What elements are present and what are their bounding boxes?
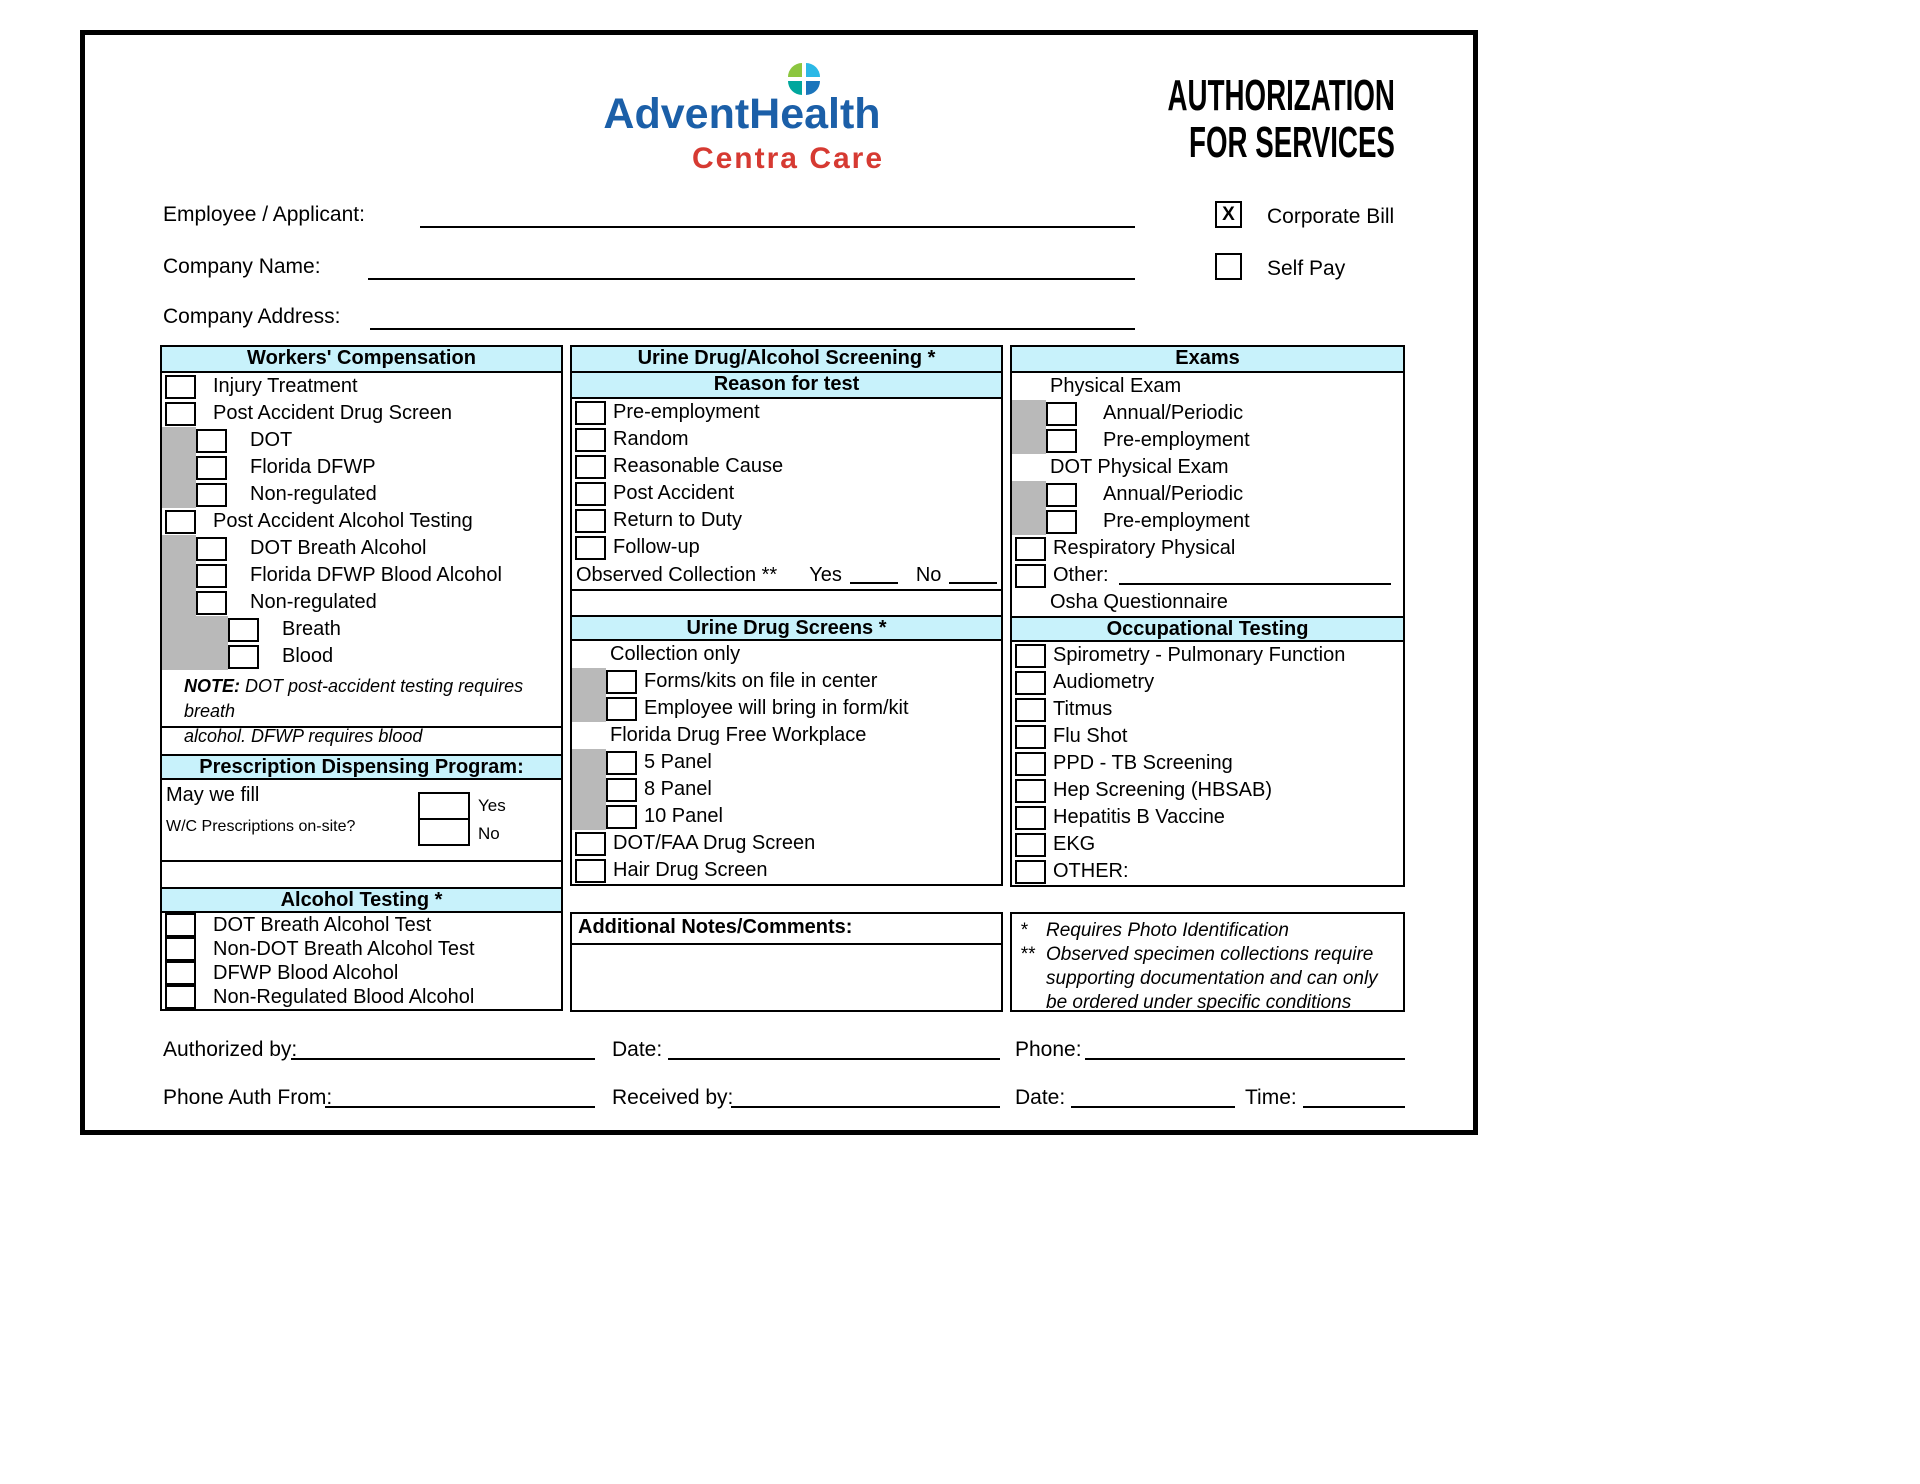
form-row	[1012, 427, 1403, 454]
checkbox-follow-up[interactable]	[575, 536, 606, 560]
form-row	[572, 857, 1001, 884]
checkbox-reasonable-cause[interactable]	[575, 455, 606, 479]
brand-advent: Advent	[603, 90, 750, 138]
form-row	[1012, 562, 1403, 589]
row-label: Collection only	[610, 643, 741, 665]
form-row	[1012, 750, 1403, 777]
form-row	[162, 535, 561, 562]
row-label: 8 Panel	[644, 778, 712, 800]
form-row	[162, 481, 561, 508]
indent-shading	[1012, 400, 1046, 427]
row-label: Non-Regulated Blood Alcohol	[213, 985, 475, 1008]
observed-yes-label: Yes	[809, 563, 842, 586]
self-pay-checkbox[interactable]	[1215, 253, 1242, 280]
additional-notes-header: Additional Notes/Comments:	[572, 914, 1001, 945]
checkbox-dot[interactable]	[196, 429, 227, 453]
checkbox-random[interactable]	[575, 428, 606, 452]
indent-shading	[1012, 427, 1046, 454]
employee-applicant-label: Employee / Applicant:	[163, 203, 365, 226]
form-row	[572, 830, 1001, 857]
form-row	[1012, 642, 1403, 669]
alcohol-testing-header: Alcohol Testing *	[162, 887, 561, 913]
form-row	[1012, 777, 1403, 804]
row-label: DOT Breath Alcohol	[250, 537, 427, 559]
checkbox-spirometry-pulmonary-function[interactable]	[1015, 644, 1046, 668]
authorized-by-label: Authorized by:	[163, 1038, 298, 1061]
form-row	[1012, 400, 1403, 427]
row-label: Pre-employment	[1103, 510, 1250, 532]
checkbox-post-accident[interactable]	[575, 482, 606, 506]
row-label: Reasonable Cause	[613, 455, 784, 477]
form-row	[162, 937, 561, 961]
row-label: Physical Exam	[1050, 375, 1182, 397]
observed-collection-label: Observed Collection **	[576, 563, 778, 586]
form-row	[1012, 831, 1403, 858]
checkbox-ekg[interactable]	[1015, 833, 1046, 857]
row-label: Breath	[282, 618, 341, 640]
form-row	[1012, 454, 1403, 481]
form-row	[1012, 804, 1403, 831]
checkbox-return-to-duty[interactable]	[575, 509, 606, 533]
row-label: DOT Breath Alcohol Test	[213, 913, 432, 936]
brand-centra-care: Centra Care	[691, 142, 885, 175]
row-label: Florida Drug Free Workplace	[610, 724, 867, 746]
row-label: DOT Physical Exam	[1050, 456, 1229, 478]
form-row	[162, 616, 561, 643]
row-label: Hepatitis B Vaccine	[1053, 806, 1225, 828]
logo	[522, 58, 962, 198]
exams-section	[1010, 345, 1405, 887]
indent-shading	[162, 481, 196, 508]
checkbox-pre-employment[interactable]	[575, 401, 606, 425]
indent-shading	[1012, 481, 1046, 508]
form-row	[572, 668, 1001, 695]
checkbox-pre-employment[interactable]	[1046, 429, 1077, 453]
indent-shading	[162, 643, 228, 670]
indent-shading	[162, 589, 196, 616]
urine-screening-section	[570, 345, 1003, 886]
row-label: Florida DFWP	[250, 456, 376, 478]
date-line-2[interactable]	[1071, 1086, 1235, 1108]
checkbox-hair-drug-screen[interactable]	[575, 859, 606, 883]
company-address-label: Company Address:	[163, 305, 341, 328]
signature-row-2	[163, 1086, 1405, 1110]
note-text-1: DOT post-accident testing requires breath	[184, 676, 524, 721]
checkbox-florida-dfwp-blood-alcohol[interactable]	[196, 564, 227, 588]
row-label: Annual/Periodic	[1103, 402, 1244, 424]
indent-shading	[572, 776, 606, 803]
corporate-bill-label: Corporate Bill	[1267, 205, 1395, 228]
reason-for-test-rows	[572, 399, 1001, 561]
urine-screening-header: Urine Drug/Alcohol Screening *	[572, 347, 1001, 373]
row-label: Titmus	[1053, 698, 1113, 720]
title-line-2: FOR SERVICES	[1189, 117, 1395, 167]
row-label: Audiometry	[1053, 671, 1155, 693]
indent-shading	[162, 535, 196, 562]
date-label-1: Date:	[612, 1038, 663, 1061]
row-label: Non-DOT Breath Alcohol Test	[213, 937, 475, 960]
form-row	[1012, 373, 1403, 400]
prescription-block	[162, 780, 561, 860]
checkbox-employee-will-bring-in-form-kit[interactable]	[606, 697, 637, 721]
row-label: Flu Shot	[1053, 725, 1128, 747]
urine-drug-screens-rows	[572, 641, 1001, 884]
checkbox-dot-breath-alcohol-test[interactable]	[165, 913, 196, 937]
row-label: Pre-employment	[613, 401, 760, 423]
form-row	[572, 695, 1001, 722]
row-label: Random	[613, 428, 689, 450]
brand-health: Health	[749, 90, 881, 138]
alcohol-testing-rows	[162, 913, 561, 1009]
form-row	[162, 961, 561, 985]
date-line-1[interactable]	[668, 1038, 1000, 1060]
form-row	[1012, 669, 1403, 696]
yes-label: Yes	[478, 796, 506, 815]
indent-shading	[1012, 508, 1046, 535]
form-row	[162, 454, 561, 481]
checkbox-respiratory-physical[interactable]	[1015, 537, 1046, 561]
signature-row-1	[163, 1038, 1405, 1062]
no-label: No	[478, 824, 500, 843]
footnote-2-prefix: **	[1020, 944, 1035, 965]
form-row	[1012, 508, 1403, 535]
checkbox-audiometry[interactable]	[1015, 671, 1046, 695]
form-row	[162, 427, 561, 454]
spacer-row	[162, 860, 561, 887]
form-row	[162, 562, 561, 589]
row-label: OTHER:	[1053, 860, 1129, 882]
row-label: Blood	[282, 645, 334, 667]
form-row	[572, 776, 1001, 803]
checkbox-other[interactable]	[1015, 860, 1046, 884]
row-label: Florida DFWP Blood Alcohol	[250, 564, 502, 586]
occupational-testing-rows	[1012, 642, 1403, 885]
form-row	[1012, 858, 1403, 885]
checkbox-forms-kits-on-file-in-center[interactable]	[606, 670, 637, 694]
checkbox-prescriptions-no[interactable]	[418, 818, 470, 846]
checkbox-dot-faa-drug-screen[interactable]	[575, 832, 606, 856]
checkbox-5-panel[interactable]	[606, 751, 637, 775]
form-row	[572, 641, 1001, 668]
footnote-2-cont: supporting documentation and can only	[1046, 968, 1378, 989]
form-row	[572, 399, 1001, 426]
form-row	[162, 589, 561, 616]
form-row	[572, 426, 1001, 453]
note-text-2: alcohol. DFWP requires blood	[184, 726, 423, 746]
row-label: Injury Treatment	[213, 375, 358, 397]
row-label: Post Accident	[613, 482, 735, 504]
footnote-1-prefix: *	[1020, 920, 1028, 941]
checkbox-blood[interactable]	[228, 645, 259, 669]
row-label: 5 Panel	[644, 751, 712, 773]
form-row	[162, 400, 561, 427]
row-label: Spirometry - Pulmonary Function	[1053, 644, 1346, 666]
checkbox-10-panel[interactable]	[606, 805, 637, 829]
corporate-bill-mark: X	[1222, 203, 1235, 225]
form-row	[572, 722, 1001, 749]
checkbox-non-regulated[interactable]	[196, 591, 227, 615]
company-name-line[interactable]	[368, 257, 1135, 280]
row-label: Other:	[1053, 564, 1109, 586]
phone-line[interactable]	[1085, 1038, 1405, 1060]
checkbox-dfwp-blood-alcohol[interactable]	[165, 961, 196, 985]
row-label: PPD - TB Screening	[1053, 752, 1233, 774]
form-row	[162, 985, 561, 1009]
row-label: Pre-employment	[1103, 429, 1250, 451]
checkbox-hep-screening-hbsab[interactable]	[1015, 779, 1046, 803]
self-pay-label: Self Pay	[1267, 257, 1346, 280]
received-by-line[interactable]	[731, 1086, 1000, 1108]
checkbox-injury-treatment[interactable]	[165, 375, 196, 399]
footnote-2-text: Observed specimen collections require	[1046, 944, 1374, 965]
form-row	[162, 508, 561, 535]
row-label: Non-regulated	[250, 591, 377, 613]
workers-comp-section	[160, 345, 563, 1011]
authorized-by-line[interactable]	[291, 1038, 595, 1060]
checkbox-other[interactable]	[1015, 564, 1046, 588]
title-line-1: AUTHORIZATION	[1167, 71, 1395, 120]
employee-applicant-line[interactable]	[420, 205, 1135, 228]
row-label: Post Accident Drug Screen	[213, 402, 453, 424]
row-label: EKG	[1053, 833, 1096, 855]
form-row	[1012, 535, 1403, 562]
row-label: Employee will bring in form/kit	[644, 697, 909, 719]
checkbox-8-panel[interactable]	[606, 778, 637, 802]
form-row	[572, 507, 1001, 534]
checkbox-annual-periodic[interactable]	[1046, 402, 1077, 426]
footnote-2	[1020, 943, 1395, 967]
row-label: DOT	[250, 429, 293, 451]
checkbox-annual-periodic[interactable]	[1046, 483, 1077, 507]
checkbox-post-accident-drug-screen[interactable]	[165, 402, 196, 426]
row-label: 10 Panel	[644, 805, 723, 827]
note-label: NOTE:	[184, 676, 240, 696]
note-block	[162, 670, 561, 746]
form-row	[572, 749, 1001, 776]
checkbox-hepatitis-b-vaccine[interactable]	[1015, 806, 1046, 830]
blank-line[interactable]	[1119, 567, 1391, 585]
checkbox-prescriptions-yes[interactable]	[418, 792, 470, 820]
exams-header: Exams	[1012, 347, 1403, 373]
indent-shading	[162, 427, 196, 454]
row-label: Osha Questionnaire	[1050, 591, 1228, 613]
urine-drug-screens-header: Urine Drug Screens *	[572, 615, 1001, 641]
row-label: Return to Duty	[613, 509, 742, 531]
checkbox-post-accident-alcohol-testing[interactable]	[165, 510, 196, 534]
form-row	[162, 373, 561, 400]
received-by-label: Received by:	[612, 1086, 734, 1109]
occupational-testing-header: Occupational Testing	[1012, 616, 1403, 642]
additional-notes-box	[570, 912, 1003, 1012]
wc-prescriptions-label: W/C Prescriptions on-site?	[166, 818, 356, 835]
form-frame	[80, 30, 1478, 1135]
indent-shading	[162, 454, 196, 481]
form-row	[162, 643, 561, 670]
may-we-fill-label: May we fill	[166, 784, 260, 806]
row-label: Hair Drug Screen	[613, 859, 768, 881]
row-label: Non-regulated	[250, 483, 377, 505]
phone-label: Phone:	[1015, 1038, 1082, 1061]
observed-no-label: No	[915, 563, 942, 586]
notes-area[interactable]	[572, 945, 1001, 1013]
footnote-1	[1020, 919, 1395, 943]
observed-yes-line[interactable]	[850, 566, 898, 584]
indent-shading	[572, 749, 606, 776]
form-row	[1012, 589, 1403, 616]
checkbox-titmus[interactable]	[1015, 698, 1046, 722]
checkbox-breath[interactable]	[228, 618, 259, 642]
exams-rows	[1012, 373, 1403, 616]
time-line[interactable]	[1303, 1086, 1405, 1108]
form-row	[1012, 696, 1403, 723]
checkbox-non-regulated[interactable]	[196, 483, 227, 507]
form-row	[1012, 481, 1403, 508]
form-row	[1012, 723, 1403, 750]
form-row	[572, 480, 1001, 507]
form-row	[572, 803, 1001, 830]
indent-shading	[162, 562, 196, 589]
phone-auth-from-label: Phone Auth From:	[163, 1086, 333, 1109]
checkbox-dot-breath-alcohol[interactable]	[196, 537, 227, 561]
checkbox-non-regulated-blood-alcohol[interactable]	[165, 985, 196, 1009]
checkbox-ppd-tb-screening[interactable]	[1015, 752, 1046, 776]
workers-comp-header: Workers' Compensation	[162, 347, 561, 373]
checkbox-pre-employment[interactable]	[1046, 510, 1077, 534]
phone-auth-from-line[interactable]	[325, 1086, 595, 1108]
form-title	[1034, 73, 1395, 166]
time-label: Time:	[1245, 1086, 1297, 1109]
row-label: Follow-up	[613, 536, 700, 558]
checkbox-flu-shot[interactable]	[1015, 725, 1046, 749]
brand-name	[522, 90, 962, 139]
row-label: DOT/FAA Drug Screen	[613, 832, 816, 854]
prescription-header: Prescription Dispensing Program:	[162, 754, 561, 780]
footnotes-box	[1010, 912, 1405, 1012]
form-row	[572, 453, 1001, 480]
form-row	[162, 913, 561, 937]
workers-comp-rows	[162, 373, 561, 670]
row-label: Hep Screening (HBSAB)	[1053, 779, 1272, 801]
footnote-2-cont: be ordered under specific conditions	[1046, 992, 1352, 1013]
observed-no-line[interactable]	[949, 566, 997, 584]
indent-shading	[572, 695, 606, 722]
indent-shading	[572, 803, 606, 830]
company-name-label: Company Name:	[163, 255, 321, 278]
date-label-2: Date:	[1015, 1086, 1066, 1109]
reason-for-test-header: Reason for test	[572, 373, 1001, 399]
row-label: Forms/kits on file in center	[644, 670, 878, 692]
row-label: Respiratory Physical	[1053, 537, 1236, 559]
corporate-bill-checkbox[interactable]	[1215, 201, 1242, 228]
observed-collection-row	[572, 561, 1001, 589]
row-label: Annual/Periodic	[1103, 483, 1244, 505]
form-row	[572, 534, 1001, 561]
footnote-1-text: Requires Photo Identification	[1046, 920, 1289, 941]
checkbox-florida-dfwp[interactable]	[196, 456, 227, 480]
indent-shading	[162, 616, 228, 643]
company-address-line[interactable]	[370, 307, 1135, 330]
spacer-row	[572, 589, 1001, 615]
indent-shading	[572, 668, 606, 695]
checkbox-non-dot-breath-alcohol-test[interactable]	[165, 937, 196, 961]
row-label: DFWP Blood Alcohol	[213, 961, 399, 984]
row-label: Post Accident Alcohol Testing	[213, 510, 473, 532]
